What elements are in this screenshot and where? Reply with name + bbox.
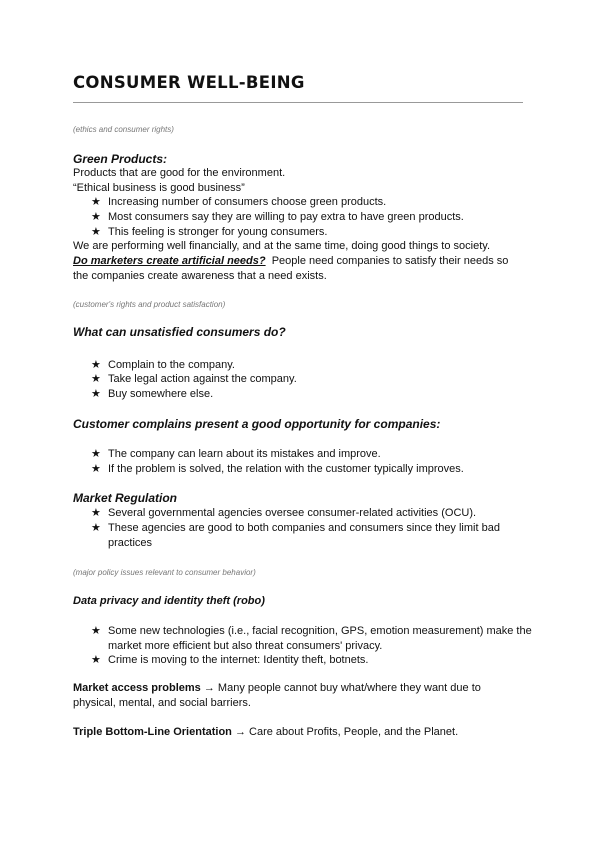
page-title: CONSUMER WELL-BEING <box>73 73 305 92</box>
list-item-text: If the problem is solved, the relation with the customer typically improves. <box>108 463 464 475</box>
star-bullet-icon: ★ <box>91 507 101 519</box>
star-bullet-icon: ★ <box>91 448 101 460</box>
arrow-icon: → <box>203 682 215 694</box>
quote: “Ethical business is good business” <box>73 182 245 194</box>
heading-green-products: Green Products: <box>73 152 168 166</box>
section-note: (customer's rights and product satisfaction) <box>73 300 226 309</box>
star-bullet-icon: ★ <box>91 211 101 223</box>
arrow-icon: → <box>234 726 246 738</box>
list-item <box>91 372 531 387</box>
list-item <box>91 506 531 521</box>
list-item <box>91 447 531 462</box>
list-item-text: Take legal action against the company. <box>108 373 297 385</box>
list-item-text: This feeling is stronger for young consumers. <box>108 226 328 238</box>
star-bullet-icon: ★ <box>91 654 101 666</box>
list-item <box>91 210 531 225</box>
star-bullet-icon: ★ <box>91 359 101 371</box>
list-item <box>91 225 531 240</box>
answer: People need companies to satisfy their needs so <box>271 255 509 267</box>
term: Market access problems <box>73 682 201 694</box>
list-item-text: Several governmental agencies oversee consumer-related activities (OCU). <box>108 507 477 519</box>
heading-unsatisfied: What can unsatisfied consumers do? <box>73 325 286 339</box>
section-note: (major policy issues relevant to consumer behavior) <box>73 568 256 577</box>
definition: Care about Profits, People, and the Planet. <box>249 726 459 738</box>
list-item-text: These agencies are good to both companies and consumers since they limit bad practices <box>108 522 500 549</box>
list-item <box>91 624 536 653</box>
list-item-text: Buy somewhere else. <box>108 388 214 400</box>
list-item <box>91 521 521 550</box>
list-item-text: Crime is moving to the internet: Identity theft, botnets. <box>108 654 369 666</box>
section-note: (ethics and consumer rights) <box>73 125 174 134</box>
star-bullet-icon: ★ <box>91 463 101 475</box>
list-item-text: The company can learn about its mistakes and improve. <box>108 448 381 460</box>
definition: Many people cannot buy what/where they want due to <box>217 682 481 694</box>
list-item-text: Most consumers say they are willing to pay extra to have green products. <box>108 211 464 223</box>
list-item-text: Some new technologies (i.e., facial recognition, GPS, emotion measurement) make the market more efficient but also threat consumers' privacy. <box>108 625 532 652</box>
paragraph <box>73 681 481 696</box>
star-bullet-icon: ★ <box>91 388 101 400</box>
heading-market-regulation: Market Regulation <box>73 491 178 505</box>
term: Triple Bottom-Line Orientation <box>73 726 232 738</box>
list-item <box>91 195 531 210</box>
title-divider <box>73 102 523 103</box>
paragraph: physical, mental, and social barriers. <box>73 697 251 709</box>
heading-data-privacy: Data privacy and identity theft (robo) <box>73 595 265 607</box>
heading-complains: Customer complains present a good opportunity for companies: <box>73 417 441 431</box>
list-item-text: Complain to the company. <box>108 359 235 371</box>
question: Do marketers create artificial needs? <box>73 255 266 267</box>
star-bullet-icon: ★ <box>91 522 101 534</box>
list-item <box>91 462 531 477</box>
list-item <box>91 387 531 402</box>
paragraph <box>73 254 508 269</box>
paragraph: Products that are good for the environment. <box>73 167 286 179</box>
paragraph <box>73 725 458 740</box>
list-item-text: Increasing number of consumers choose green products. <box>108 196 387 208</box>
paragraph: the companies create awareness that a need exists. <box>73 270 327 282</box>
star-bullet-icon: ★ <box>91 373 101 385</box>
star-bullet-icon: ★ <box>91 196 101 208</box>
list-item <box>91 358 531 373</box>
paragraph: We are performing well financially, and at the same time, doing good things to society. <box>73 240 490 252</box>
list-item <box>91 653 531 668</box>
star-bullet-icon: ★ <box>91 226 101 238</box>
star-bullet-icon: ★ <box>91 625 101 637</box>
